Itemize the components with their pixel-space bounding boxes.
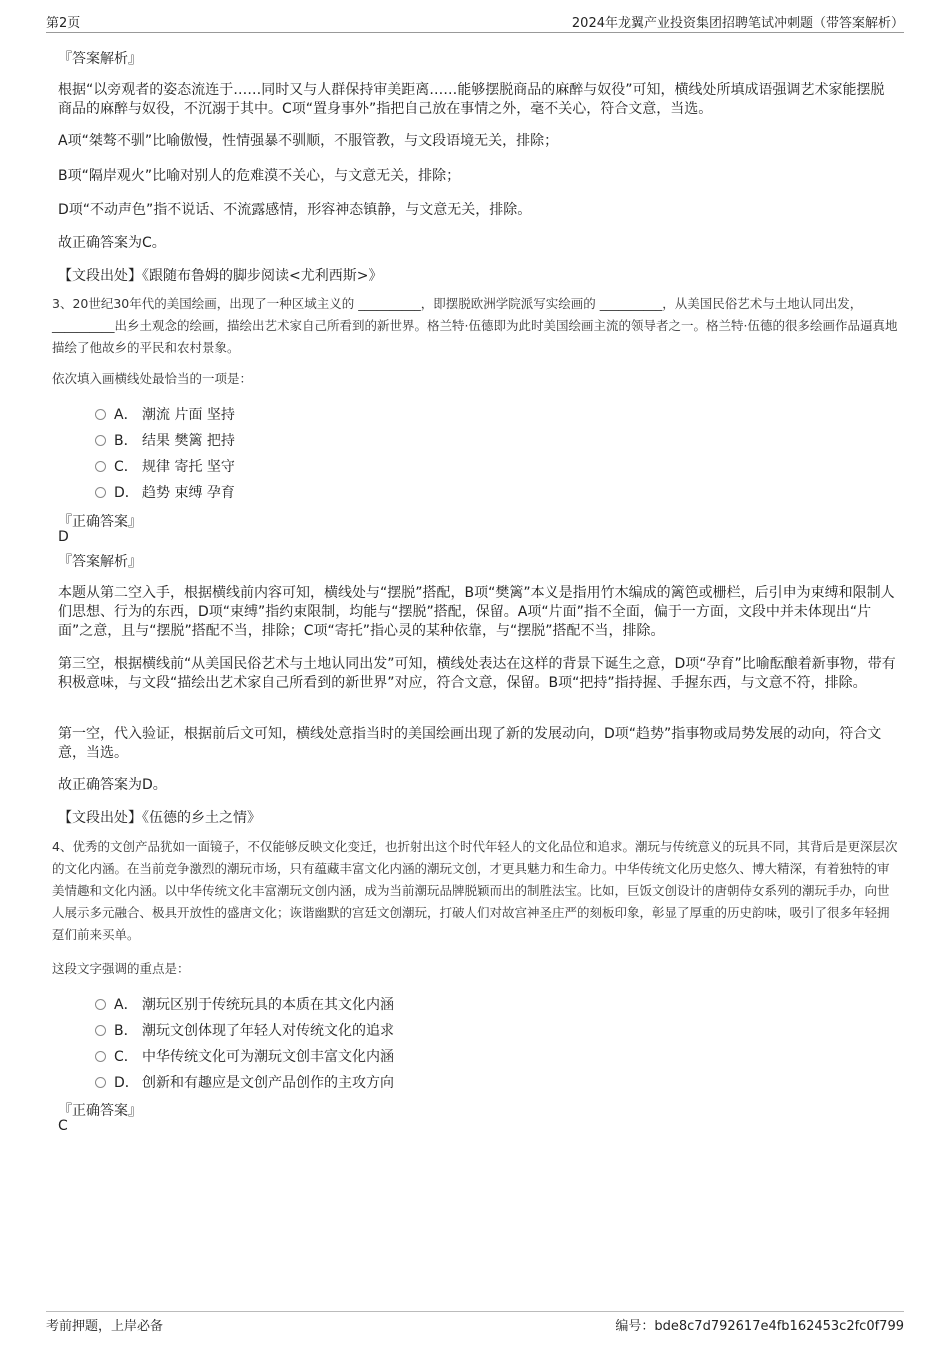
question-3-prompt: 依次填入画横线处最恰当的一项是： [52, 371, 253, 386]
correct-answer-value: C [58, 1118, 68, 1134]
footer-divider [46, 1311, 904, 1312]
question-4-prompt: 这段文字强调的重点是： [52, 961, 190, 976]
analysis-paragraph: B项“隔岸观火”比喻对别人的危难漠不关心，与文意无关，排除； [58, 168, 461, 184]
radio-icon[interactable] [95, 999, 106, 1010]
correct-answer-label: 『正确答案』 [58, 514, 142, 530]
correct-answer-value: D [58, 529, 69, 545]
question-3-option-d[interactable]: D． 趋势 束缚 孕育 [95, 482, 235, 502]
correct-answer-label: 『正确答案』 [58, 1103, 142, 1119]
analysis-paragraph: 第一空，代入验证，根据前后文可知，横线处意指当时的美国绘画出现了新的发展动向，D项“趋势”指事物或局势发展的动向，符合文意，当选。 [58, 726, 882, 761]
question-3-text: 3、20世纪30年代的美国绘画，出现了一种区域主义的 __________，即摆脱欧洲学院派写实绘画的 __________，从美国民俗艺术与土地认同出发， __________出乡土观念的绘画，描绘出艺术家自己所看到的新世界。格兰特·伍德即为此时美国绘画主流的领导者之一。格兰特·伍德的很多绘画作品逼真地描绘了他故乡的平民和农村景象。 [52, 296, 898, 355]
question-3-option-b[interactable]: B． 结果 樊篱 把持 [95, 430, 235, 450]
question-4-option-b[interactable]: B． 潮玩文创体现了年轻人对传统文化的追求 [95, 1020, 394, 1040]
analysis-label: 『答案解析』 [58, 554, 142, 570]
document-title: 2024年龙翼产业投资集团招聘笔试冲刺题（带答案解析） [571, 16, 904, 31]
source-citation: 【文段出处】《跟随布鲁姆的脚步阅读<尤利西斯>》 [58, 268, 383, 284]
question-3-option-c[interactable]: C． 规律 寄托 坚守 [95, 456, 235, 476]
analysis-paragraph: 根据“以旁观者的姿态流连于……同时又与人群保持审美距离……能够摆脱商品的麻醉与奴役”可知，横线处所填成语强调艺术家能摆脱商品的麻醉与奴役，不沉溺于其中。C项“置身事外”指把自己放在事情之外，毫不关心，符合文意，当选。 [58, 82, 885, 117]
radio-icon[interactable] [95, 1051, 106, 1062]
analysis-paragraph: A项“桀骜不驯”比喻傲慢，性情强暴不驯顺，不服管教，与文段语境无关，排除； [58, 133, 559, 149]
radio-icon[interactable] [95, 435, 106, 446]
radio-icon[interactable] [95, 1077, 106, 1088]
question-4-option-c[interactable]: C． 中华传统文化可为潮玩文创丰富文化内涵 [95, 1046, 394, 1066]
page-header [46, 12, 904, 32]
radio-icon[interactable] [95, 487, 106, 498]
radio-icon[interactable] [95, 461, 106, 472]
document-code: 编号：bde8c7d792617e4fb162453c2fc0f799 [615, 1319, 904, 1334]
answer-statement: 故正确答案为C。 [58, 235, 166, 251]
source-citation: 【文段出处】《伍德的乡土之情》 [58, 810, 261, 826]
answer-statement: 故正确答案为D。 [58, 777, 167, 793]
analysis-paragraph: 第三空，根据横线前“从美国民俗艺术与土地认同出发”可知，横线处表达在这样的背景下诞生之意，D项“孕育”比喻酝酿着新事物，带有积极意味，与文段“描绘出艺术家自己所看到的新世界”对应，符合文意，保留。B项“把持”指持握、手握东西，与文意不符，排除。 [58, 656, 896, 691]
question-4-text: 4、优秀的文创产品犹如一面镜子，不仅能够反映文化变迁，也折射出这个时代年轻人的文化品位和追求。潮玩与传统意义的玩具不同，其背后是更深层次的文化内涵。在当前竞争激烈的潮玩市场，只有蕴藏丰富文化内涵的潮玩文创，才更具魅力和生命力。中华传统文化历史悠久、博大精深，有着独特的审美情趣和文化内涵。以中华传统文化丰富潮玩文创内涵，成为当前潮玩品牌脱颖而出的制胜法宝。比如，巨饭文创设计的唐朝侍女系列的潮玩手办，向世人展示多元融合、极具开放性的盛唐文化；诙谐幽默的宫廷文创潮玩，打破人们对故宫神圣庄严的刻板印象，彰显了厚重的历史韵味，吸引了很多年轻拥趸们前来买单。 [52, 839, 898, 942]
page-number: 第2页 [46, 16, 81, 31]
radio-icon[interactable] [95, 409, 106, 420]
header-divider [46, 32, 904, 33]
analysis-paragraph: 本题从第二空入手，根据横线前内容可知，横线处与“摆脱”搭配，B项“樊篱”本义是指用竹木编成的篱笆或栅栏，后引申为束缚和限制人们思想、行为的东西，D项“束缚”指约束限制，均能与“摆脱”搭配，保留。A项“片面”指不全面，偏于一方面，文段中并未体现出“片面”之意，且与“摆脱”搭配不当，排除；C项“寄托”指心灵的某种依靠，与“摆脱”搭配不当，排除。 [58, 585, 895, 639]
analysis-paragraph: D项“不动声色”指不说话、不流露感情，形容神态镇静，与文意无关，排除。 [58, 202, 532, 218]
question-3-option-a[interactable]: A． 潮流 片面 坚持 [95, 404, 235, 424]
question-4-option-d[interactable]: D． 创新和有趣应是文创产品创作的主攻方向 [95, 1072, 394, 1092]
footer-slogan: 考前押题，上岸必备 [46, 1319, 164, 1334]
question-4-option-a[interactable]: A． 潮玩区别于传统玩具的本质在其文化内涵 [95, 994, 394, 1014]
radio-icon[interactable] [95, 1025, 106, 1036]
analysis-label: 『答案解析』 [58, 51, 142, 67]
